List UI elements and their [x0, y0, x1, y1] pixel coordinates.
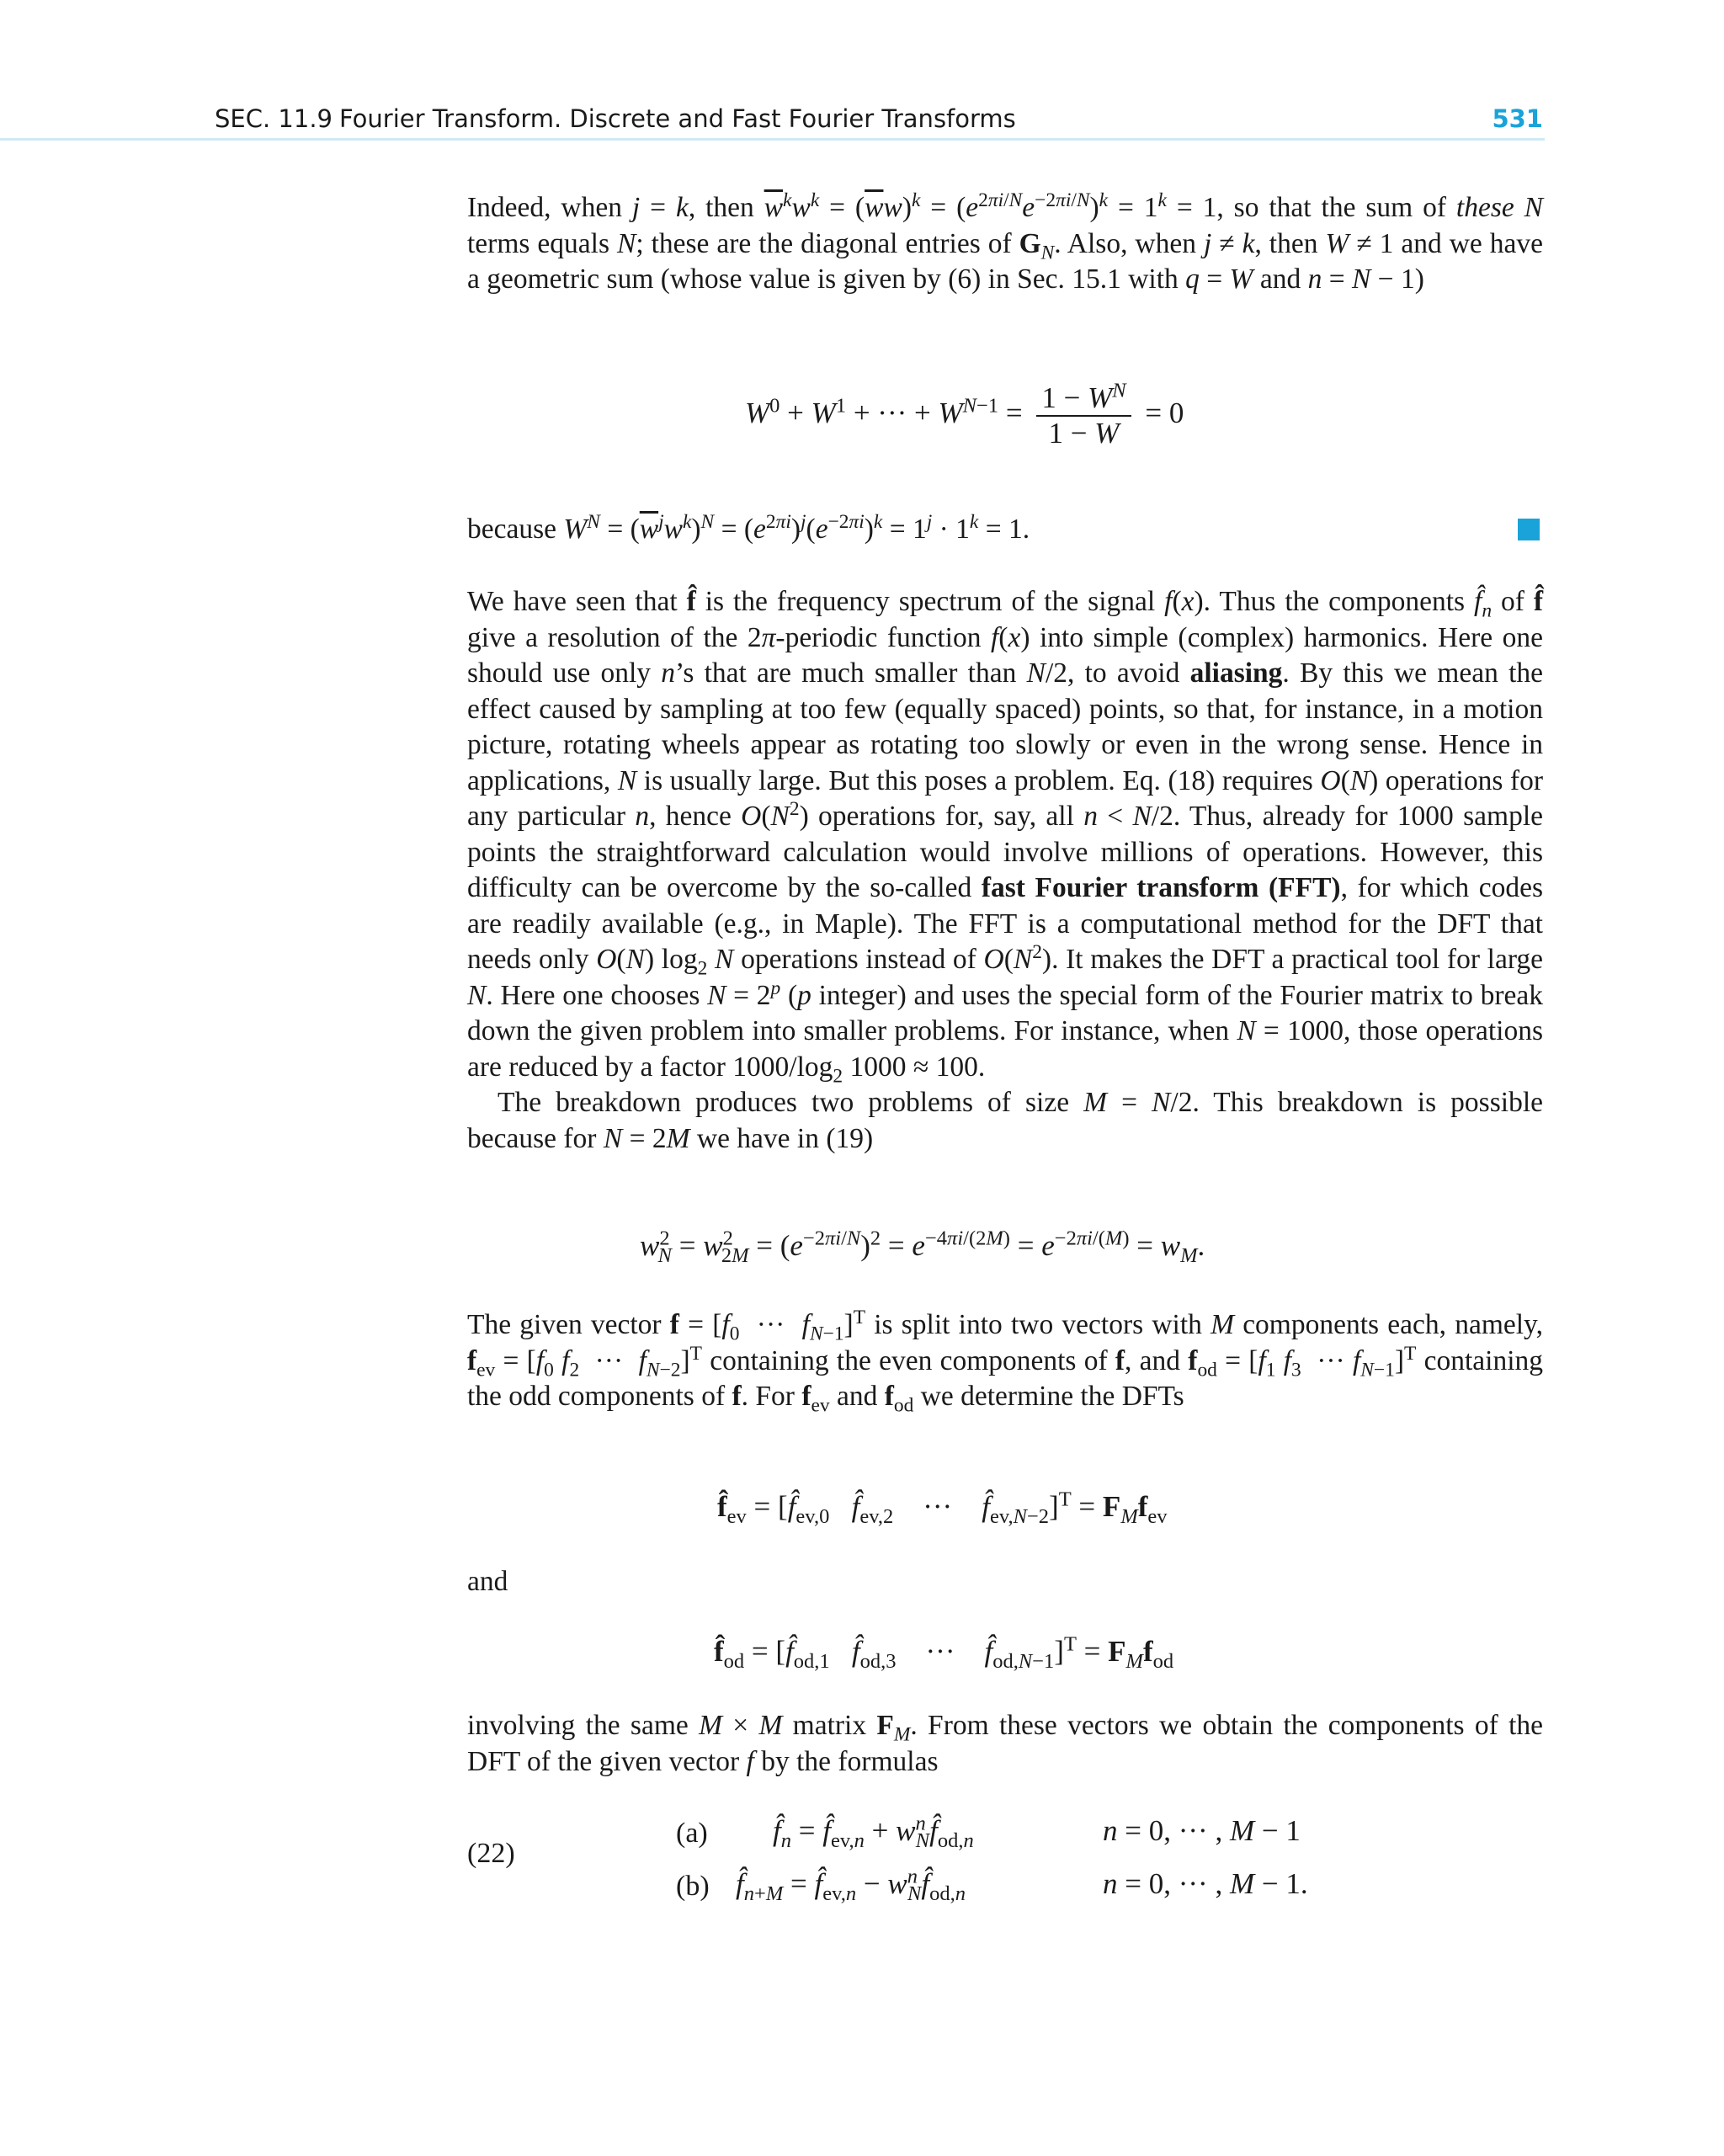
- section-label: SEC. 11.9: [215, 104, 333, 133]
- equation-geometric-sum: $W^0 + W^1$ + ··· + $W^{N-1}$ = $\frac{1 - W^N}{1 - W}$ = 0: [745, 379, 1184, 450]
- paragraph-fft: We have seen that f̂ is the frequency spectrum of the signal f(x). Thus the components $f̂_n$ of f̂ give a resolution of the 2π-periodic function f(x) into simple (complex) harmonics. Here one should use only n’s that are much smaller than N/2, to avoid aliasing. By this we mean the effect caused by sampling at too few (equally spaced) points, so that, for instance, in a motion picture, rotating wheels appear as rotating too slowly or even in the wrong sense. Hence in applications, N is usually large. But this poses a problem. Eq. (18) requires O(N) operations for any particular n, hence $O(N^2)$ operations for, say, all n < N/2. Thus, already for 1000 sample points the straightforward calculation would involve millions of operations. However, this difficulty can be overcome by the so-called fast Fourier transform (FFT), for which codes are readily available (e.g., in Maple). The FFT is a computational method for the DFT that needs only O(N) $\log_2 N$ operations instead of $O(N^2)$. It makes the DFT a practical tool for large N. Here one chooses $N = 2^p$ (p integer) and uses the special form of the Fourier matrix to break down the given problem into smaller problems. For instance, when N = 1000, those operations are reduced by a factor $1000/\log_2$ 1000 ≈ 100. The breakdown produces two problems of size M = N/2. This breakdown is possible because for N = 2M we have in (19): [467, 586, 1544, 1154]
- equation-f-ev-dft: $f̂_{ev}$ = [$f̂_{ev,0}$ $f̂_{ev,2}$ ··· $f̂_{ev,N-2}]^T = F_Mf_{ev}$: [717, 1488, 1168, 1528]
- paragraph-split: The given vector $f = [f_0$ ··· $f_{N-1}]^T$ is split into two vectors with M components each, namely, $f_{ev} = [f_0$ $f_2$ ··· $f_{N-2}]^T$ containing the even components of f, and $f_{od} = [f_1$ $f_3$ ··· $f_{N-1}]^T$ containing the odd components of f. For $f_{ev}$ and $f_{od}$ we determine the DFTs: [467, 1306, 1544, 1417]
- paragraph-proof-continuation: Indeed, when j = k, then $\overline{w}^kw^k = (\overline{w}w)^k = (e^{2\pi i/N}e^{-2\pi i/N})^k = 1^k = 1$, so that the sum of these N terms equals N; these are the diagonal entries of $G_N$. Also, when j ≠ k, then W ≠ 1 and we have a geometric sum (whose value is given by (6) in Sec. 15.1 with q = W and n = N − 1): [467, 189, 1543, 295]
- paragraph-involving: involving the same M × M matrix $F_M$. From these vectors we obtain the components of the DFT of the given vector f by the formulas: [467, 1710, 1543, 1777]
- and-text: and: [467, 1566, 508, 1597]
- equation-22a: $f̂_n$ = $f̂_{ev,n}$ + $w^n_Nf̂_{od,n}$: [773, 1812, 974, 1852]
- running-header: [215, 104, 1543, 141]
- equation-22a-range: n = 0, ··· , M − 1: [1103, 1814, 1301, 1847]
- page-number: 531: [1492, 104, 1543, 133]
- equation-f-od-dft: $f̂_{od}$ = [$f̂_{od,1}$ $f̂_{od,3}$ ··· $f̂_{od,N-1}]^T = F_Mf_{od}$: [714, 1632, 1174, 1673]
- equation-number-22: (22): [467, 1838, 515, 1869]
- paragraph-because: because $W^N = (\overline{w}^jw^k)^N = (e^{2\pi i})^j(e^{-2\pi i})^k = 1^j \cdot 1^k = 1$.: [467, 510, 1030, 545]
- equation-wN-squared: $w^2_N = w^2_{2M} = (e^{-2\pi i/N})^2 = e^{-4\pi i/(2M)} = e^{-2\pi i/(M)} = w_M$.: [640, 1227, 1205, 1267]
- equation-22b-range: n = 0, ··· , M − 1.: [1103, 1867, 1308, 1900]
- end-of-proof-square: [1518, 519, 1540, 540]
- equation-22b: $f̂_{n+M}$ = $f̂_{ev,n}$ − $w^n_Nf̂_{od,n}$: [736, 1865, 966, 1905]
- equation-22a-label: (a): [676, 1818, 708, 1849]
- equation-22b-label: (b): [676, 1871, 710, 1902]
- because-word: because: [467, 514, 557, 545]
- chapter-title: Fourier Transform. Discrete and Fast Fourier Transforms: [339, 104, 1016, 133]
- header-rule: [0, 138, 1545, 141]
